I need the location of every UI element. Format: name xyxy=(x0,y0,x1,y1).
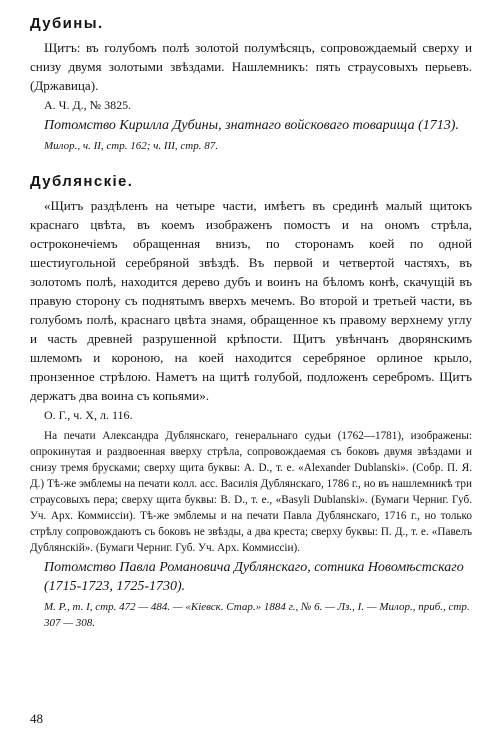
bibliography-references: М. Р., т. I, стр. 472 — 484. — «Кіевск. Стар.» 1884 г., № 6. — Лз., I. — Милор., приб., стр. 307 — 308. xyxy=(44,601,470,629)
entry-dublyanskie xyxy=(30,172,472,631)
arms-description: «Щитъ раздѣленъ на четыре части, имѣетъ въ срединѣ малый щитокъ краснаго цвѣта, въ коемъ изображенъ помостъ и на ономъ стрѣла, остроконечіемъ обращенная внизъ, по сторонамъ коей по одной шестиугольной серебряной звѣздѣ. Въ первой и четвертой частяхъ, въ золотомъ полѣ, находится дерево дубъ и воинъ на бѣломъ конѣ, скачущій въ правую сторону съ поднятымъ вверхъ мечемъ. Во второй и третьей части, въ голубомъ полѣ, краснаго цвѣта знамя, обращенное къ правому верхнему углу и часть древней разрушенной крѣпости. Щитъ увѣнчанъ дворянскимъ шлемомъ и короною, на коей находится серебряное орлиное крыло, пронзенное стрѣлою. Наметъ на щитѣ голубой, подложенъ серебромъ. Щитъ держатъ два воина съ копьями». xyxy=(30,198,472,403)
arms-description: Щитъ: въ голубомъ полѣ золотой полумѣсяцъ, сопровождаемый сверху и снизу двумя золотыми звѣздами. Нашлемникъ: пять страусовыхъ перьевъ. (Државица). xyxy=(30,40,472,93)
entry-dubiny xyxy=(30,14,472,154)
entry-heading: Дубины. xyxy=(30,15,104,32)
lineage-line: Потомство Кирилла Дубины, знатнаго войсковаго товарища (1713). xyxy=(44,118,459,133)
seal-notes: На печати Александра Дублянскаго, генеральнаго судьи (1762—1781), изображены: опрокинутая и раздвоенная вверху стрѣла, сопровождаемая съ боковъ двумя звѣздами и снизу тремя брусками; сверху щита буквы: A. D., т. е. «Alexander Dublanski». (Собр. П. Я. Д.) Тѣ-же эмблемы на печати колл. асс. Василія Дублянскаго, 1786 г., но въ нашлемникѣ три страусовыхъ пера; сверху щита буквы: B. D., т. е., «Basyli Dublanski». (Бумаги Черниг. Губ. Уч. Арх. Коммиссіи). Тѣ-же эмблемы и на печати Павла Дублянскаго, 1716 г., но только стрѣлу сопровождаютъ съ боковъ не звѣзды, а два креста; сверху буквы: П. Д., т. е. «Павелъ Дублянскій». (Бумаги Черниг. Губ. Уч. Арх. Коммиссіи). xyxy=(30,430,472,554)
source-reference: А. Ч. Д., № 3825. xyxy=(44,98,132,112)
entry-heading: Дублянскіе. xyxy=(30,173,134,190)
lineage-line: Потомство Павла Романовича Дублянскаго, сотника Новомѣстскаго (1715-1723, 1725-1730). xyxy=(44,560,464,594)
section-spacer xyxy=(30,154,472,172)
bibliography-references: Милор., ч. II, стр. 162; ч. III, стр. 87. xyxy=(44,140,218,152)
page-number: 48 xyxy=(30,711,43,726)
page-content xyxy=(30,14,472,631)
source-reference: О. Г., ч. X, л. 116. xyxy=(44,408,133,422)
